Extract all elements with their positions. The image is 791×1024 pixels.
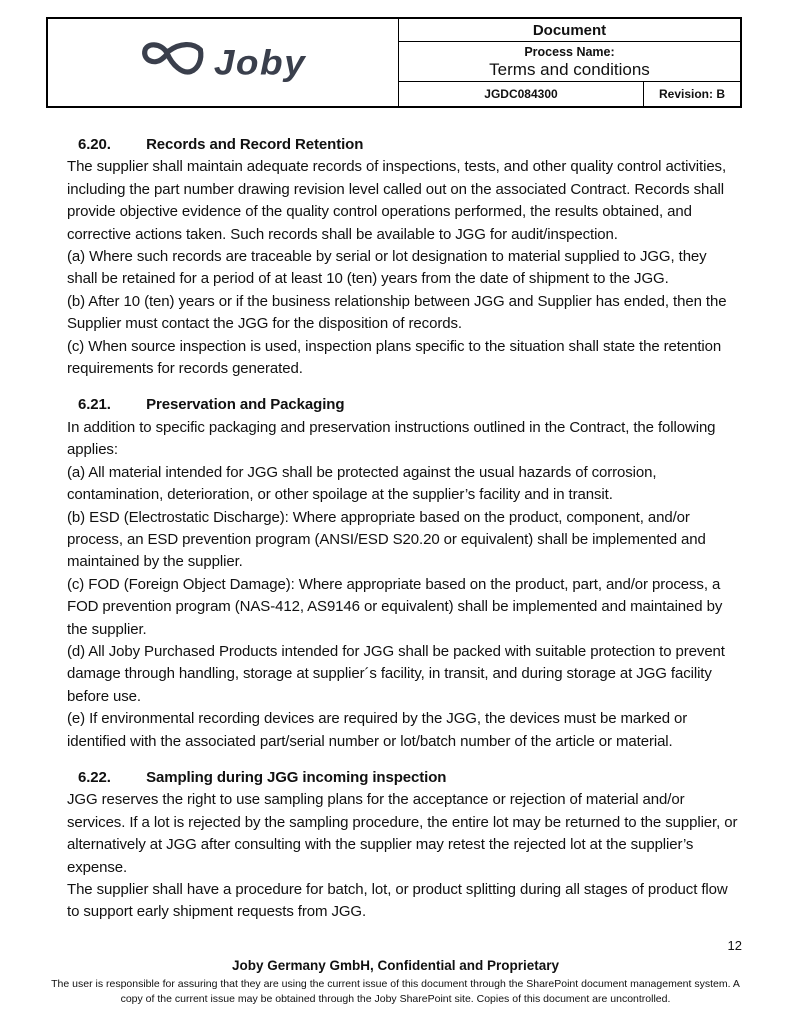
paragraph: (b) ESD (Electrostatic Discharge): Where appropriate based on the product, component, and/or process, an ESD prevention program (ANSI/ESD S20.20 or equivalent) shall be implemented and maintained by the supplier.	[67, 508, 706, 571]
section-records-retention	[67, 134, 738, 380]
section-heading	[67, 134, 738, 156]
section-number: 6.20.	[78, 136, 111, 153]
paragraph: In addition to specific packaging and preservation instructions outlined in the Contract, the following applies:	[67, 418, 716, 459]
paragraph: The supplier shall maintain adequate records of inspections, tests, and other quality control activities, including the part number drawing revision level called out on the associated Contract. Records shall provide objective evidence of the quality control operations performed, the results obtained, and corrective actions taken. Such records shall be available to JGG for audit/inspection.	[67, 158, 727, 243]
doc-number-cell	[399, 82, 644, 106]
doc-number: JGDC084300	[484, 87, 558, 101]
paragraph: (d) All Joby Purchased Products intended for JGG shall be packed with suitable protection to prevent damage through handling, storage at supplier´s facility, in transit, and during storage at JGG facility before use.	[67, 642, 725, 705]
logo-cell	[48, 19, 399, 106]
process-name-value: Terms and conditions	[489, 59, 650, 79]
paragraph: (e) If environmental recording devices are required by the JGG, the devices must be marked or identified with the associated part/serial number or lot/batch number of the article or material.	[67, 710, 688, 750]
page-footer	[0, 957, 791, 1006]
paragraph: JGG reserves the right to use sampling plans for the acceptance or rejection of material and/or services. If a lot is rejected by the sampling procedure, the entire lot may be returned to the supplier, or alternatively at JGG after consulting with the supplier may retest the rejected lot at the supplier’s expense.	[67, 791, 738, 876]
section-heading	[67, 394, 738, 416]
paragraph: (b) After 10 (ten) years or if the business relationship between JGG and Supplier has ended, then the Supplier must contact the JGG for the disposition of records.	[67, 292, 727, 333]
paragraph: The supplier shall have a procedure for batch, lot, or product splitting during all stages of product flow to support early shipment requests from JGG.	[67, 881, 728, 921]
doc-type-label: Document	[532, 21, 607, 39]
revision-value: Revision: B	[658, 87, 725, 101]
section-title: Records and Record Retention	[146, 136, 364, 153]
joby-logo	[140, 39, 306, 87]
doc-id-row	[399, 82, 740, 106]
section-title: Preservation and Packaging	[146, 396, 345, 414]
paragraph: (c) When source inspection is used, inspection plans specific to the situation shall state the retention requirements for records generated.	[67, 337, 722, 378]
doc-type-cell	[399, 19, 740, 42]
header-table	[46, 17, 742, 108]
paragraph: (a) All material intended for JGG shall be protected against the usual hazards of corrosion, contamination, deterioration, or other spoilage at the supplier’s facility and in transit.	[67, 463, 657, 504]
section-heading	[67, 767, 738, 789]
document-body	[67, 134, 738, 924]
footer-disclaimer: The user is responsible for assuring that they are using the current issue of this document through the SharePoint document management system. A copy of the current issue may be obtained through the Joby SharePoint site. Copies of this document are uncontrolled.	[51, 978, 740, 1005]
paragraph: (c) FOD (Foreign Object Damage): Where appropriate based on the product, part, and/or process, a FOD prevention program (NAS-412, AS9146 or equivalent) shall be implemented and maintained by the supplier.	[67, 575, 723, 638]
section-title: Sampling during JGG incoming inspection	[146, 768, 447, 786]
process-name-cell	[399, 42, 740, 82]
logo-wordmark: Joby	[213, 42, 307, 82]
header-meta-column	[399, 19, 740, 106]
section-sampling-inspection	[67, 767, 738, 924]
page-number: 12	[727, 938, 742, 953]
section-number: 6.21.	[78, 396, 111, 414]
section-number: 6.22.	[78, 768, 111, 786]
footer-confidential: Joby Germany GmbH, Confidential and Proprietary	[231, 958, 560, 973]
paragraph: (a) Where such records are traceable by serial or lot designation to material supplied to JGG, they shall be retained for a period of at least 10 (ten) years from the date of shipment to the JGG.	[67, 248, 707, 288]
joby-bird-icon	[140, 39, 206, 87]
revision-cell	[644, 82, 740, 106]
section-preservation-packaging	[67, 394, 738, 753]
process-name-label: Process Name:	[524, 44, 615, 59]
